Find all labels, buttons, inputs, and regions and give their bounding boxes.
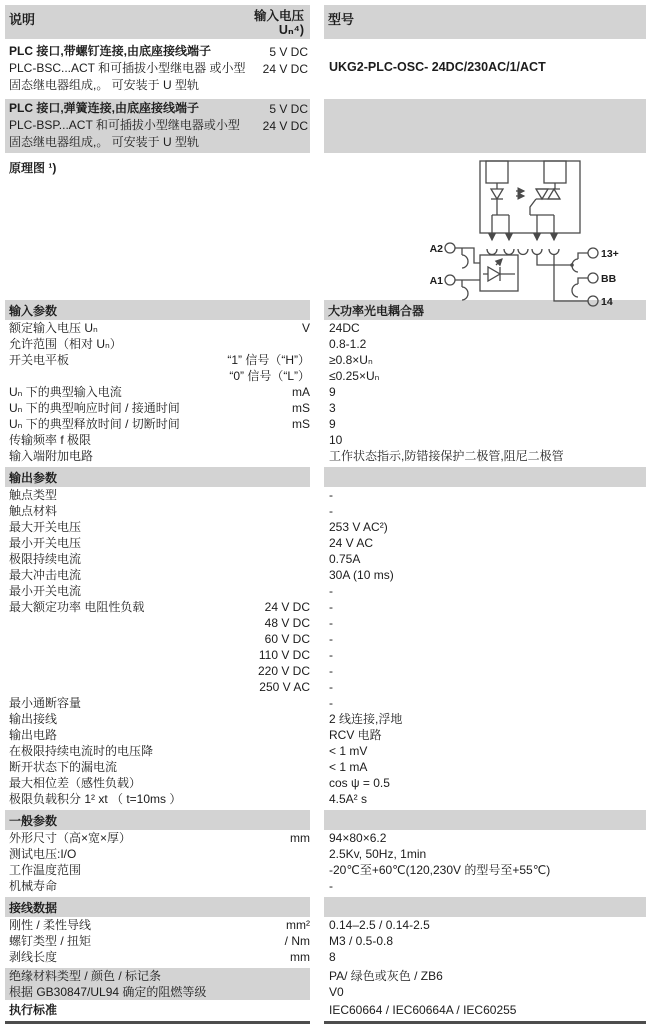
spec-row-left: [5, 320, 310, 336]
section-3: [5, 897, 646, 965]
spec-row-left: [5, 949, 310, 965]
col-model-label: 型号: [324, 5, 646, 39]
spec-row-left: [5, 631, 310, 647]
spec-unit: [304, 968, 310, 984]
spec-value: IEC60664 / IEC60664A / IEC60255: [324, 1002, 646, 1024]
spec-unit: “1” 信号（“H”）: [227, 353, 310, 367]
spec-label: 最大相位差（感性负载）: [9, 776, 142, 790]
product-row: [5, 42, 646, 96]
spec-unit: mm: [290, 831, 310, 845]
spec-row: [5, 775, 646, 791]
spec-value: 9: [329, 385, 336, 399]
spec-label: 工作温度范围: [9, 863, 82, 877]
spec-label: Uₙ 下的典型输入电流: [9, 385, 122, 399]
spec-row-left: [5, 448, 310, 464]
spec-label: 执行标准: [9, 1003, 58, 1017]
spec-label: 测试电压:I/O: [9, 847, 77, 861]
spec-row: [5, 615, 646, 631]
terminal-label-14: 14: [601, 296, 613, 307]
plug-contacts: [487, 233, 559, 255]
spec-value: 94×80×6.2: [329, 831, 387, 845]
spec-row: [5, 432, 646, 448]
spec-value: 253 V AC²): [329, 520, 388, 534]
spec-unit: “0” 信号（“L”）: [229, 369, 310, 383]
product-desc-line1: PLC 接口,弹簧连接,由底座接线端子: [9, 101, 200, 115]
spec-row-left: [5, 352, 310, 368]
spec-label: 在极限持续电流时的电压降: [9, 744, 154, 758]
spec-label: 输出电路: [9, 728, 58, 742]
spec-unit: [304, 846, 310, 862]
spec-label: 断开状态下的漏电流: [9, 760, 118, 774]
section-title: 输出参数: [5, 467, 310, 487]
spec-value: -20℃至+60℃(120,230V 的型号至+55℃): [329, 863, 551, 877]
spec-unit: [304, 503, 310, 519]
spec-row: [5, 400, 646, 416]
spec-unit: [304, 336, 310, 352]
spec-row: [5, 368, 646, 384]
product-voltage-2: 24 V DC: [262, 119, 308, 133]
spec-label: 最大开关电压: [9, 520, 82, 534]
spec-row-left: [5, 846, 310, 862]
spec-unit: 220 V DC: [257, 664, 310, 678]
spec-unit: 48 V DC: [264, 616, 310, 630]
spec-label: 刚性 / 柔性导线: [9, 918, 92, 932]
section-right-title: 大功率光电耦合器: [324, 300, 646, 320]
spec-row-left: [5, 503, 310, 519]
spec-label: 最小开关电压: [9, 536, 82, 550]
spec-row: [5, 551, 646, 567]
spec-label: 最小开关电流: [9, 584, 82, 598]
spec-row: [5, 695, 646, 711]
spec-label: 剥线长度: [9, 950, 58, 964]
spec-row-left: [5, 432, 310, 448]
section-title: 接线数据: [5, 897, 310, 917]
spec-label: 触点材料: [9, 504, 58, 518]
spec-value: -: [329, 488, 333, 502]
schematic-label: 原理图 ¹): [9, 161, 57, 175]
spec-row-left: [5, 984, 310, 1000]
section-1: [5, 467, 646, 807]
spec-row: [5, 519, 646, 535]
spec-row-left: [5, 567, 310, 583]
spec-row: [5, 830, 646, 846]
spec-unit: [304, 695, 310, 711]
spec-row-left: [5, 519, 310, 535]
spec-unit: [304, 759, 310, 775]
spec-label: Uₙ 下的典型释放时间 / 切断时间: [9, 417, 180, 431]
spec-unit: [304, 775, 310, 791]
spec-label: 允许范围（相对 Uₙ）: [9, 337, 122, 351]
spec-value: 2 线连接,浮地: [329, 712, 403, 726]
product-description-cell: [5, 42, 310, 96]
spec-row-left: [5, 384, 310, 400]
spec-row: [5, 583, 646, 599]
spec-row: [5, 567, 646, 583]
spec-row-left: [5, 933, 310, 949]
spec-row: [5, 984, 646, 1000]
schematic-diagram: [420, 157, 638, 307]
spec-row: [5, 679, 646, 695]
spec-row-left: [5, 535, 310, 551]
spec-unit: 110 V DC: [258, 648, 310, 662]
spec-row: [5, 535, 646, 551]
spec-value: RCV 电路: [329, 728, 382, 742]
spec-value: ≥0.8×Uₙ: [329, 353, 373, 367]
spec-value: ≤0.25×Uₙ: [329, 369, 380, 383]
spec-row-left: [5, 663, 310, 679]
product-model: UKG2-PLC-OSC- 24DC/230AC/1/ACT: [329, 60, 546, 74]
spec-label: 最大冲击电流: [9, 568, 82, 582]
spec-value: 24 V AC: [329, 536, 374, 550]
spec-row: [5, 727, 646, 743]
product-row: [5, 99, 646, 153]
spec-value: -: [329, 632, 333, 646]
col-desc-label: 说明: [9, 12, 36, 27]
terminal-label-a2: A2: [429, 243, 443, 255]
spec-value: M3 / 0.5-0.8: [329, 934, 394, 948]
spec-value: 8: [329, 950, 336, 964]
spec-value: 10: [329, 433, 343, 447]
spec-value: PA/ 绿色或灰色 / ZB6: [329, 969, 443, 983]
spec-value: -: [329, 696, 333, 710]
spec-row-left: [5, 583, 310, 599]
spec-unit: mS: [292, 401, 310, 415]
product-voltage-1: 5 V DC: [269, 45, 308, 59]
spec-value: V0: [329, 985, 344, 999]
spec-sections: [5, 300, 646, 1024]
spec-unit: [304, 535, 310, 551]
section-0: [5, 300, 646, 464]
spec-unit: V: [301, 321, 310, 335]
spec-row-left: [5, 647, 310, 663]
spec-label: 输出接线: [9, 712, 58, 726]
spec-value: 4.5A² s: [329, 792, 368, 806]
relay-module-box: [480, 161, 580, 233]
spec-row: [5, 846, 646, 862]
spec-value: < 1 mA: [329, 760, 368, 774]
spec-row: [5, 320, 646, 336]
spec-unit: [304, 711, 310, 727]
optocoupler-icon: [491, 183, 560, 233]
spec-unit: [304, 432, 310, 448]
spec-row-left: [5, 775, 310, 791]
product-voltages: [263, 100, 308, 151]
spec-value: -: [329, 584, 333, 598]
spec-row-left: [5, 551, 310, 567]
spec-value: -: [329, 616, 333, 630]
spec-label: 外形尺寸（高×宽×厚）: [9, 831, 132, 845]
spec-row-left: [5, 791, 310, 807]
spec-unit: [304, 519, 310, 535]
spec-unit: [304, 448, 310, 464]
product-desc-line3: 固态继电器组成,。 可安装于 U 型轨: [9, 135, 200, 149]
spec-label: 极限负载积分 1² xt （ t=10ms ）: [9, 792, 182, 806]
product-description: [9, 43, 245, 94]
spec-row: [5, 336, 646, 352]
spec-row: [5, 791, 646, 807]
spec-value: 9: [329, 417, 336, 431]
spec-unit: [304, 791, 310, 807]
spec-row: [5, 949, 646, 965]
spec-row-left: [5, 968, 310, 984]
spec-unit: [304, 551, 310, 567]
spec-row-left: [5, 917, 310, 933]
spec-row: [5, 503, 646, 519]
product-model: [324, 99, 646, 153]
product-description-cell: [5, 99, 310, 153]
section-header: [5, 897, 646, 917]
spec-row: [5, 448, 646, 464]
product-desc-line2: PLC-BSP...ACT 和可插拔小型继电器或小型: [9, 118, 240, 132]
spec-row: [5, 878, 646, 894]
spec-row-left: [5, 695, 310, 711]
spec-unit: 250 V AC: [259, 680, 310, 694]
spec-label: 极限持续电流: [9, 552, 82, 566]
header-left-cell: [5, 5, 310, 39]
spec-label: 开关电平板: [9, 353, 70, 367]
spec-label: 绝缘材料类型 / 颜色 / 标记条: [9, 969, 162, 983]
section-4: [5, 968, 646, 1000]
product-desc-line3: 固态继电器组成,。 可安装于 U 型轨: [9, 78, 200, 92]
spec-row: [5, 631, 646, 647]
spec-row: [5, 759, 646, 775]
product-desc-line2: PLC-BSC...ACT 和可插拔小型继电器 或小型: [9, 61, 246, 75]
spec-unit: mA: [292, 385, 310, 399]
spec-row: [5, 647, 646, 663]
section-title: 一般参数: [5, 810, 310, 830]
spec-row: [5, 968, 646, 984]
spec-value: 3: [329, 401, 336, 415]
product-desc-line1: PLC 接口,带螺钉连接,由底座接线端子: [9, 44, 212, 58]
spec-row-left: [5, 416, 310, 432]
product-voltage-2: 24 V DC: [262, 62, 308, 76]
terminal-label-bb: BB: [601, 273, 617, 285]
spec-row: [5, 933, 646, 949]
section-title: 输入参数: [5, 300, 310, 320]
spec-row: [5, 743, 646, 759]
section-right-title: [324, 897, 646, 917]
spec-value: < 1 mV: [329, 744, 368, 758]
spec-row: [5, 711, 646, 727]
section-right-title: [324, 810, 646, 830]
section-header: [5, 467, 646, 487]
spec-unit: [304, 727, 310, 743]
spec-label: 螺钉类型 / 扭矩: [9, 934, 92, 948]
spec-unit: [304, 878, 310, 894]
spec-row-left: [5, 679, 310, 695]
spec-row-left: [5, 487, 310, 503]
spec-row-left: [5, 830, 310, 846]
spec-row-left: [5, 599, 310, 615]
spec-label: 输入端附加电路: [9, 449, 94, 463]
spec-row-left: [5, 878, 310, 894]
spec-value: -: [329, 879, 333, 893]
col-voltage-label: [254, 9, 304, 37]
spec-unit: [304, 567, 310, 583]
spec-label: 最小通断容量: [9, 696, 82, 710]
spec-value: 0.14–2.5 / 0.14-2.5: [329, 918, 430, 932]
spec-unit: 24 V DC: [264, 600, 310, 614]
spec-label: 机械寿命: [9, 879, 58, 893]
spec-row: [5, 917, 646, 933]
product-voltage-1: 5 V DC: [269, 102, 308, 116]
spec-value: 工作状态指示,防错接保护二极管,阻尼二极管: [329, 449, 564, 463]
spec-unit: [304, 487, 310, 503]
col-voltage-line2: Uₙ⁴): [278, 23, 304, 37]
spec-label: 最大额定功率 电阻性负载: [9, 600, 145, 614]
spec-label: 额定输入电压 Uₙ: [9, 321, 98, 335]
spec-value: cos ψ = 0.5: [329, 776, 390, 790]
spec-unit: [304, 984, 310, 1000]
spec-row-left: [5, 759, 310, 775]
schematic-section: [5, 157, 646, 307]
spec-row-left: [5, 711, 310, 727]
col-voltage-line1: 输入电压: [253, 9, 304, 23]
spec-unit: [304, 1002, 310, 1018]
spec-value: 0.75A: [329, 552, 361, 566]
terminal-label-13: 13+: [601, 248, 619, 260]
spec-unit: mS: [292, 417, 310, 431]
section-right-title: [324, 467, 646, 487]
spec-row: [5, 352, 646, 368]
spec-unit: mm: [290, 950, 310, 964]
terminal-label-a1: A1: [429, 275, 443, 287]
spec-row: [5, 663, 646, 679]
spec-row: [5, 599, 646, 615]
spec-value: -: [329, 600, 333, 614]
spec-row: [5, 1002, 646, 1024]
spec-label: 触点类型: [9, 488, 58, 502]
spec-unit: [304, 743, 310, 759]
spec-row: [5, 487, 646, 503]
spec-value: 24DC: [329, 321, 360, 335]
spec-row-left: [5, 727, 310, 743]
spec-label: Uₙ 下的典型响应时间 / 接通时间: [9, 401, 180, 415]
spec-row-left: [5, 862, 310, 878]
section-header: [5, 810, 646, 830]
spec-unit: [304, 862, 310, 878]
spec-value: -: [329, 648, 333, 662]
spec-value: 30A (10 ms): [329, 568, 394, 582]
spec-row-left: [5, 743, 310, 759]
product-voltages: [263, 43, 308, 94]
spec-row-left: [5, 368, 310, 384]
spec-row-left: [5, 1002, 310, 1024]
output-circuit: [537, 248, 619, 307]
spec-unit: / Nm: [284, 934, 310, 948]
spec-value: 0.8-1.2: [329, 337, 367, 351]
product-description: [9, 100, 240, 151]
spec-value: -: [329, 664, 333, 678]
spec-row-left: [5, 400, 310, 416]
spec-row-left: [5, 336, 310, 352]
spec-row: [5, 384, 646, 400]
spec-unit: 60 V DC: [264, 632, 310, 646]
section-5: [5, 1002, 646, 1024]
spec-value: -: [329, 504, 333, 518]
section-2: [5, 810, 646, 894]
spec-row-left: [5, 615, 310, 631]
table-header-row: [5, 5, 646, 39]
spec-row: [5, 862, 646, 878]
spec-row: [5, 416, 646, 432]
spec-label: 根据 GB30847/UL94 确定的阻燃等级: [9, 985, 207, 999]
spec-unit: mm²: [286, 918, 310, 932]
spec-label: 传输频率 f 极限: [9, 433, 92, 447]
spec-unit: [304, 583, 310, 599]
spec-value: 2.5Kv, 50Hz, 1min: [329, 847, 427, 861]
spec-value: -: [329, 680, 333, 694]
